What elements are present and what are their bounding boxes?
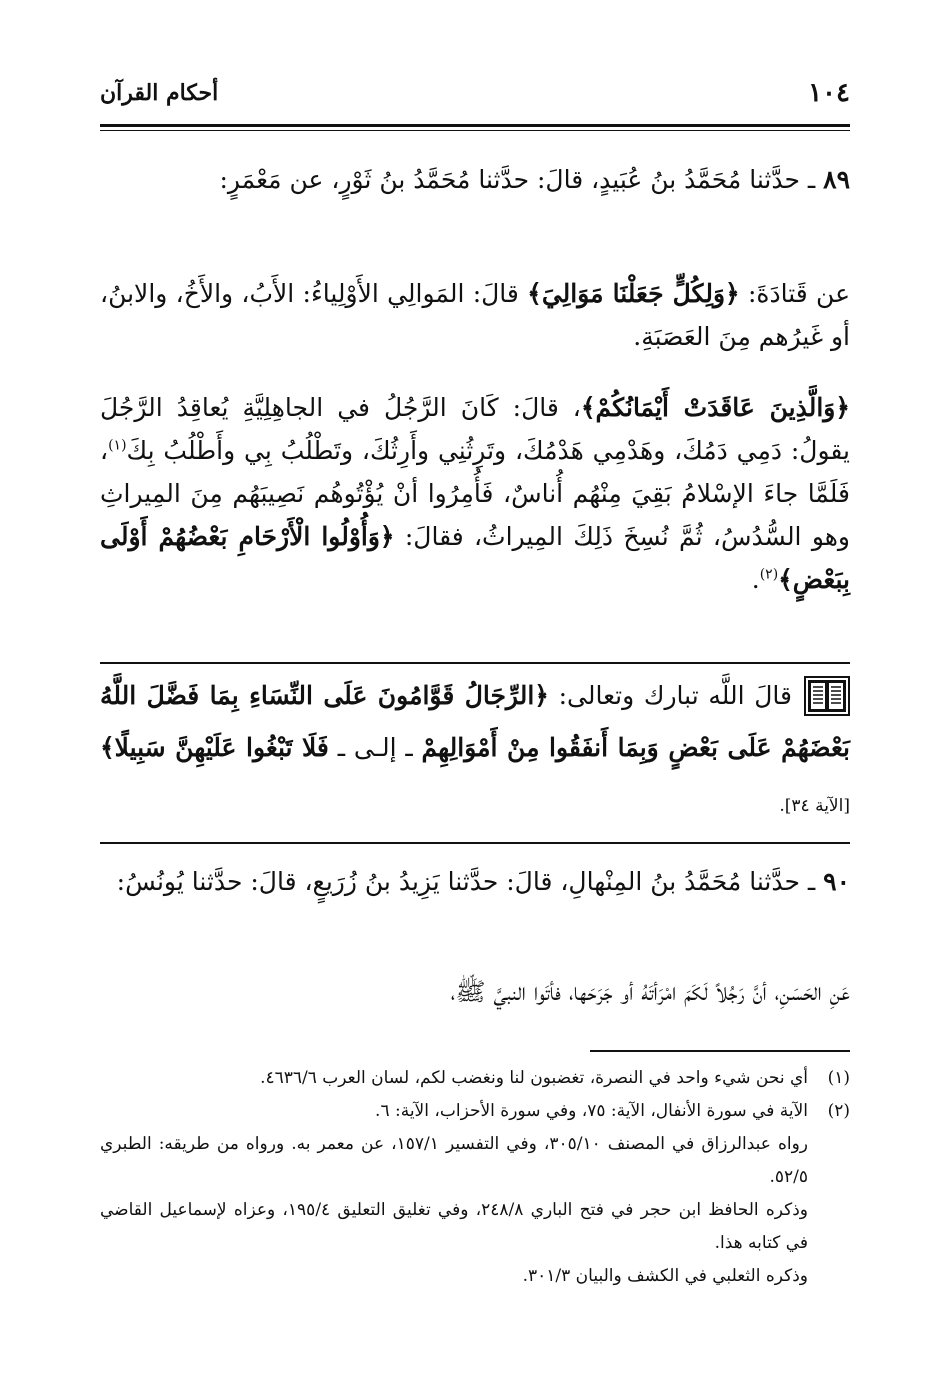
paragraph-text: . bbox=[751, 565, 760, 594]
section-rule-top bbox=[100, 662, 850, 664]
paragraph-text: ، فَلَمَّا جاءَ الإسْلامُ بَقِيَ مِنْهُم أُناسٌ، فَأُمِرُوا أنْ يُؤْتُوهُم نَصِيبَهُم مِنَ المِيراثِ وهو السُّدُسُ، ثُمَّ نُسِخَ ذَلِكَ المِيراثُ، فقالَ: bbox=[100, 436, 850, 551]
footnote-2-line: وذكره الحافظ ابن حجر في فتح الباري ٢٤٨/٨، وفي تغليق التعليق ١٩٥/٤، وعزاه لإسماعيل القاضي في كتابه هذا. bbox=[100, 1200, 808, 1253]
section-rule-bottom bbox=[100, 842, 850, 844]
footnote-number: (٢) bbox=[827, 1101, 850, 1121]
footnote-ref-1: (١) bbox=[108, 437, 127, 454]
page-header bbox=[100, 78, 850, 118]
quran-quote: ﴿وَلِكُلٍّ جَعَلْنَا مَوَالِيَ﴾ bbox=[527, 279, 740, 308]
chain-text: ـ حدَّثنا مُحَمَّدُ بنُ المِنْهالِ، قالَ: حدَّثنا يَزِيدُ بنُ زُرَيعٍ، قالَ: حدَّثنا يُونُسُ: bbox=[116, 867, 824, 896]
verse-middle: ـ إلـى ـ bbox=[328, 733, 422, 762]
header-rule bbox=[100, 124, 850, 131]
quran-quote: فَلَا تَبْغُوا عَلَيْهِنَّ سَبِيلًا﴾ bbox=[100, 733, 329, 762]
footnote-1 bbox=[100, 1062, 850, 1095]
running-title: أحكام القرآن bbox=[100, 80, 219, 106]
paragraph-text: قالَ: المَوالِي الأَوْلِياءُ: الأَبُ، والأَخُ، والابنُ، أو غَيرُهم مِنَ العَصَبَةِ. bbox=[100, 279, 850, 351]
footnote-2-line: رواه عبدالرزاق في المصنف ٣٠٥/١٠، وفي التفسير ١٥٧/١، عن معمر به. ورواه من طريقه: الطبري ٥٢/٥. bbox=[100, 1134, 809, 1187]
verse-text bbox=[100, 670, 850, 832]
footnote-2 bbox=[100, 1095, 850, 1128]
quran-quote: ﴿وَأُوْلُوا الْأَرْحَامِ بَعْضُهُمْ أَوْلَى بِبَعْضٍ﴾ bbox=[100, 522, 850, 594]
footnote-2-line: وذكره الثعلبي في الكشف والبيان ٣٠١/٣. bbox=[522, 1266, 808, 1286]
page-number: ١٠٤ bbox=[808, 78, 850, 108]
paragraph-text: ، قالَ: كَانَ الرَّجُلُ في الجاهِلِيَّةِ يُعاقِدُ الرَّجُلَ يقولُ: دَمِي دَمُكَ، وهَدْمِي هَدْمُكَ، وتَرِثُنِي وأَرِثُكَ، وتَطْلُبُ بِي وأَطْلُبُ بِكَ bbox=[100, 393, 850, 465]
verse-intro: قالَ اللَّه تبارك وتعالى: bbox=[548, 681, 792, 710]
footnote-text: أي نحن شيء واحد في النصرة، تغضبون لنا ونغضب لكم، لسان العرب ٤٦٣٦/٦. bbox=[260, 1068, 808, 1088]
chain-text: ـ حدَّثنا مُحَمَّدُ بنُ عُبَيدٍ، قالَ: حدَّثنا مُحَمَّدُ بنُ ثَوْرٍ، عن مَعْمَرٍ: bbox=[219, 165, 824, 194]
quran-quote: ﴿الرِّجَالُ قَوَّامُونَ عَلَى النِّسَاءِ بِمَا فَضَّلَ اللَّهُ بَعْضَهُمْ عَلَى بَعْضٍ وَبِمَا أَنفَقُوا مِنْ أَمْوَالِهِمْ bbox=[100, 681, 850, 762]
footnote-rule bbox=[590, 1050, 850, 1052]
footnote-ref-2: (٢) bbox=[759, 566, 779, 583]
footnote-number: (١) bbox=[827, 1068, 850, 1088]
quran-quote: ﴿وَالَّذِينَ عَاقَدَتْ أَيْمَانُكُمْ﴾ bbox=[580, 393, 850, 422]
hadith-90-text bbox=[100, 970, 850, 1013]
footnotes bbox=[100, 1062, 850, 1293]
paragraph-text: عن قَتادَةَ: bbox=[739, 279, 851, 308]
verse-reference: [الآية ٣٤]. bbox=[779, 796, 850, 816]
footnote-text: الآية في سورة الأنفال، الآية: ٧٥، وفي سورة الأحزاب، الآية: ٦. bbox=[375, 1101, 808, 1121]
hadith-89-text-2 bbox=[100, 386, 850, 601]
paragraph-text: عَنِ الحَسَنِ، أنَّ رَجُلاً لَكَمَ امْرَأتَهُ أو جَرَحَها، فأتَوا النبيَّ ﷺ، bbox=[450, 977, 850, 1006]
hadith-90-chain bbox=[100, 860, 850, 903]
hadith-89-chain bbox=[100, 158, 850, 201]
hadith-89-text-1 bbox=[100, 272, 850, 358]
hadith-number: ٩٠ bbox=[823, 867, 850, 896]
hadith-number: ٨٩ bbox=[823, 165, 850, 194]
